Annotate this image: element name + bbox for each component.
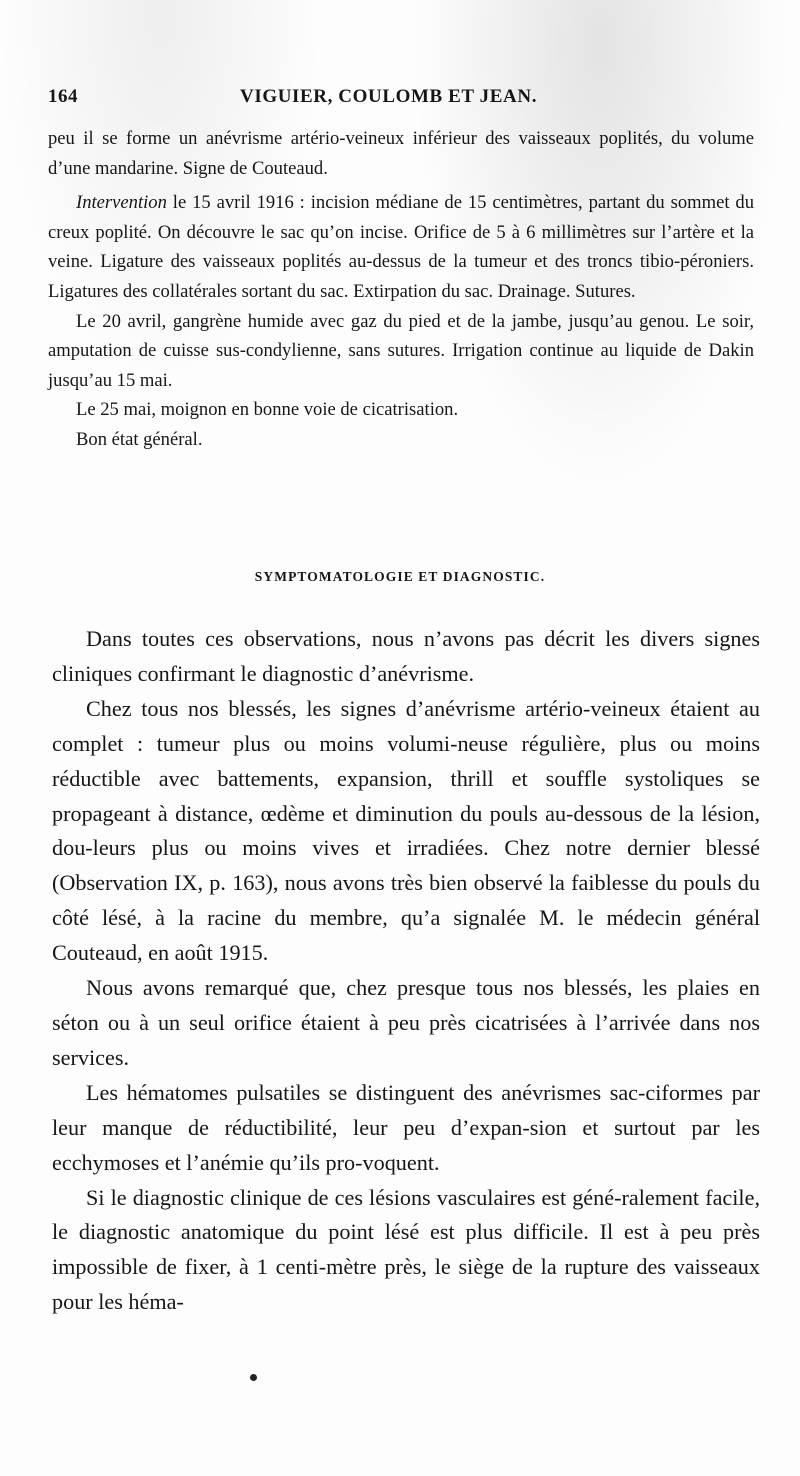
observation-paragraph-3: Le 20 avril, gangrène humide avec gaz du pied et de la jambe, jusqu’au genou. Le soir, amputation de cuisse sus-condylienne, sans sutures. Irrigation continue au liquide de Dakin jusqu’au 15 mai.: [48, 310, 754, 391]
ink-speck: [250, 1374, 257, 1381]
running-head: [48, 86, 758, 112]
body-text: [52, 622, 760, 1320]
body-paragraph-5: Si le diagnostic clinique de ces lésions vasculaires est géné-ralement facile, le diagnostic anatomique du point lésé est plus difficile. Il est à peu près impossible de fixer, à 1 centi-mètre près, le siège de la rupture des vaisseaux pour les héma-: [52, 1184, 760, 1315]
running-head-authors: VIGUIER, COULOMB ET JEAN.: [240, 86, 538, 107]
body-paragraph-1: Dans toutes ces observations, nous n’avons pas décrit les divers signes cliniques confirmant le diagnostic d’anévrisme.: [52, 626, 760, 686]
observation-paragraph-5: Bon état général.: [76, 428, 203, 450]
page-number: 164: [48, 86, 78, 107]
body-paragraph-4: Les hématomes pulsatiles se distinguent des anévrismes sac-ciformes par leur manque de réductibilité, leur peu d’expan-sion et surtout par les ecchymoses et l’anémie qu’ils pro-voquent.: [52, 1079, 760, 1175]
body-paragraph-2: Chez tous nos blessés, les signes d’anévrisme artério-veineux étaient au complet : tumeur plus ou moins volumi-neuse régulière, plus ou moins réductible avec battements, expansion, thrill et souffle systoliques se propageant à distance, œdème et diminution du pouls au-dessous de la lésion, dou-leurs plus ou moins vives et irradiées. Chez notre dernier blessé (Observation IX, p. 163), nous avons très bien observé la faiblesse du pouls du côté lésé, à la racine du membre, qu’a signalée M. le médecin général Couteaud, en août 1915.: [52, 695, 760, 966]
intervention-text: le 15 avril 1916 : incision médiane de 15 centimètres, partant du sommet du creux poplité. On découvre le sac qu’on incise. Orifice de 5 à 6 millimètres sur l’artère et la veine. Ligature des vaisseaux poplités au-dessus de la tumeur et des troncs tibio-péroniers. Ligatures des collatérales sortant du sac. Extirpation du sac. Drainage. Sutures.: [48, 192, 754, 302]
intervention-lead: Intervention: [76, 192, 167, 214]
observation-paragraph-1: peu il se forme un anévrisme artério-veineux inférieur des vaisseaux poplités, du volume d’une mandarine. Signe de Couteaud.: [48, 128, 754, 179]
section-heading: SYMPTOMATOLOGIE ET DIAGNOSTIC.: [254, 569, 546, 584]
observation-paragraph-4: Le 25 mai, moignon en bonne voie de cicatrisation.: [76, 399, 459, 421]
observation-block: [48, 124, 754, 455]
observation-paragraph-2: [48, 188, 754, 306]
body-paragraph-3: Nous avons remarqué que, chez presque tous nos blessés, les plaies en séton ou à un seul orifice étaient à peu près cicatrisées à l’arrivée dans nos services.: [52, 975, 760, 1070]
